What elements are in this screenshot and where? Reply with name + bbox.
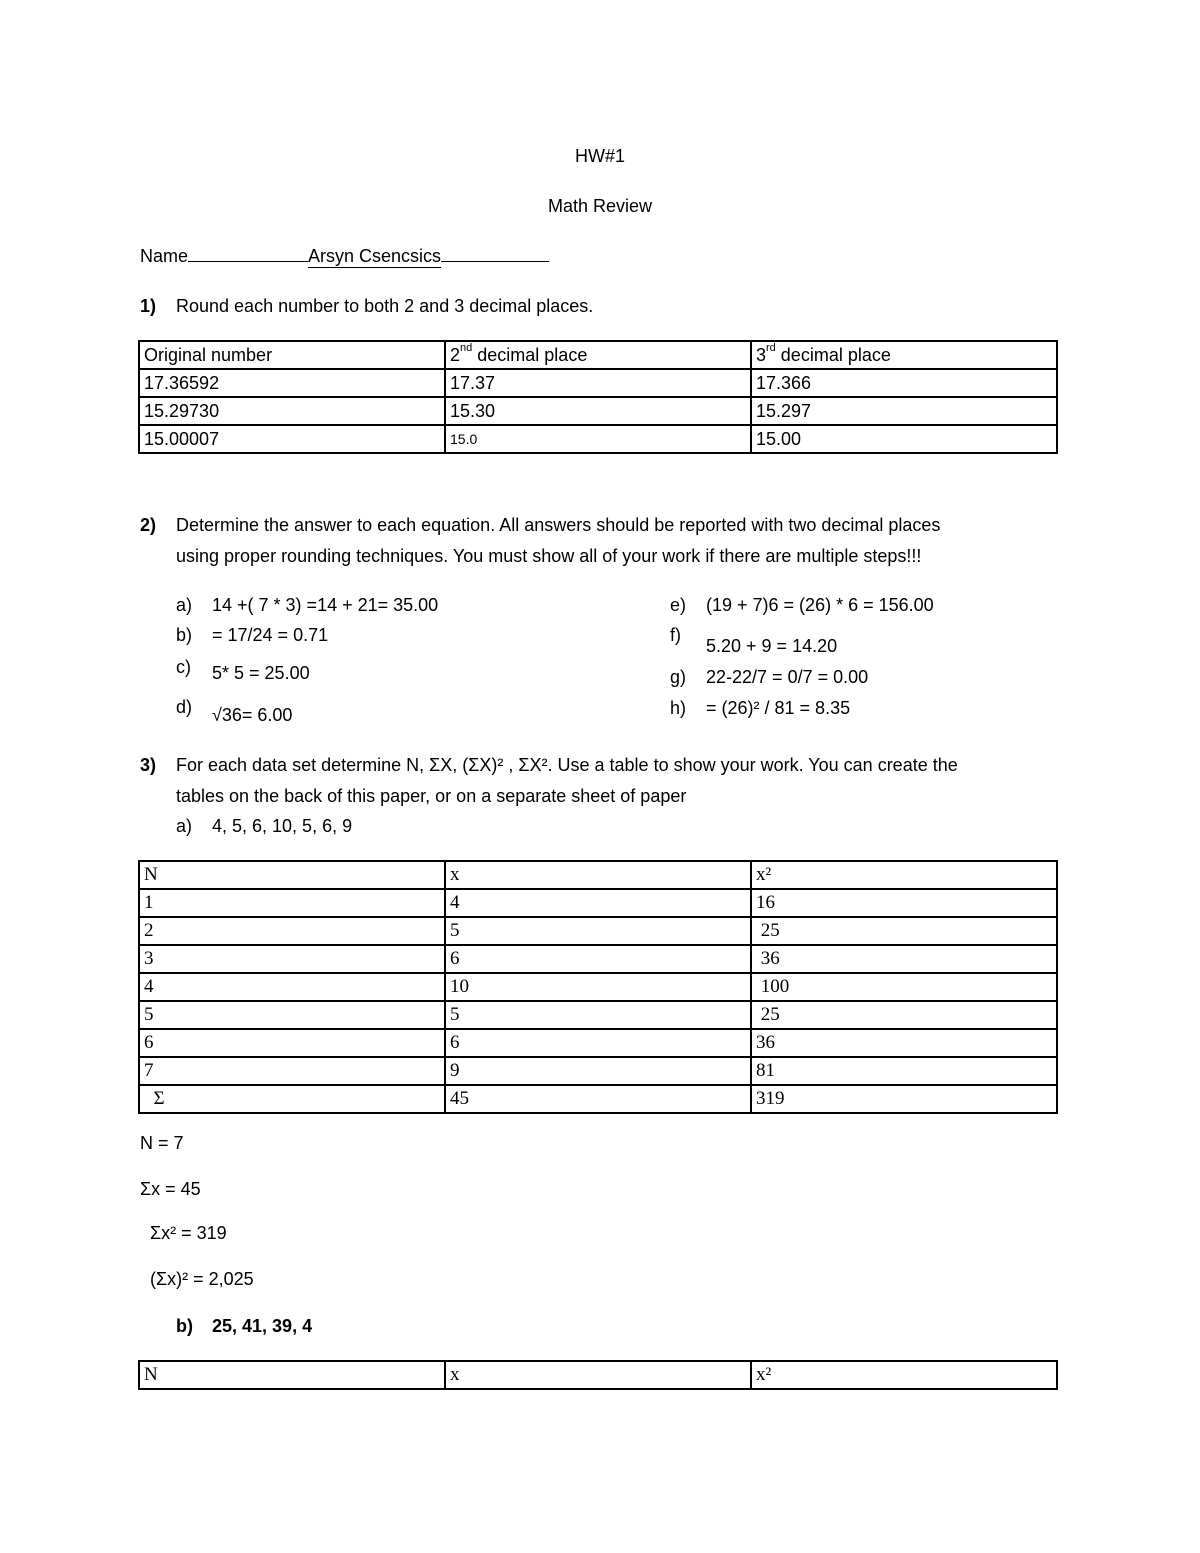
table-cell: 16 (751, 889, 1057, 917)
table-row (139, 889, 1057, 917)
header-cell: x (445, 1361, 751, 1389)
result-sum-x-quantity-squared: (Σx)² = 2,025 (150, 1269, 254, 1289)
table-cell: 1 (139, 889, 445, 917)
table-row (139, 369, 1057, 397)
q3-prompt-line1: For each data set determine N, ΣX, (ΣX)² , ΣX². Use a table to show your work. You can create the (176, 755, 958, 775)
equation-item-e: e) (670, 595, 687, 615)
equation-item-f: f) (670, 625, 681, 645)
table-header-row (139, 1361, 1057, 1389)
equation-answer-b: = 17/24 = 0.71 (212, 625, 329, 645)
rounding-table (138, 340, 1058, 454)
table-cell: 4 (139, 973, 445, 1001)
table-cell: 36 (751, 945, 1057, 973)
equation-item-b: b) (176, 625, 193, 645)
page-subtitle: Math Review (547, 196, 653, 216)
table-cell: 17.37 (445, 369, 751, 397)
table-row (139, 1085, 1057, 1113)
table-row (139, 917, 1057, 945)
q2-number: 2) (140, 515, 157, 535)
table-row (139, 945, 1057, 973)
header-cell: N (139, 861, 445, 889)
table-row (139, 1029, 1057, 1057)
equation-item-c: c) (176, 657, 191, 677)
equation-answer-c: 5* 5 = 25.00 (212, 663, 310, 683)
header-cell: N (139, 1361, 445, 1389)
page-title: HW#1 (574, 146, 625, 166)
table-cell: 15.297 (751, 397, 1057, 425)
table-cell: 81 (751, 1057, 1057, 1085)
table-cell: 10 (445, 973, 751, 1001)
equation-item-g: g) (670, 667, 687, 687)
dataset-b-values: 25, 41, 39, 4 (212, 1316, 313, 1336)
table-cell: 15.0 (445, 425, 751, 453)
q1-prompt: Round each number to both 2 and 3 decimal places. (176, 296, 594, 316)
q1-number: 1) (140, 296, 157, 316)
name-label: Name (140, 246, 189, 266)
header-cell: x (445, 861, 751, 889)
table-cell: 17.366 (751, 369, 1057, 397)
table-row (139, 425, 1057, 453)
result-sum-x-squared: Σx² = 319 (150, 1223, 227, 1243)
dataset-b-table (138, 1360, 1058, 1390)
sum-symbol-cell: Σ (139, 1085, 445, 1113)
table-row (139, 1057, 1057, 1085)
header-cell: 2nd decimal place (445, 341, 751, 369)
equation-answer-a: 14 +( 7 * 3) =14 + 21= 35.00 (212, 595, 439, 615)
dataset-a-values: 4, 5, 6, 10, 5, 6, 9 (212, 816, 353, 836)
table-cell: 15.30 (445, 397, 751, 425)
table-cell: 25 (751, 1001, 1057, 1029)
dataset-a-table (138, 860, 1058, 1114)
equation-answer-h: = (26)² / 81 = 8.35 (706, 698, 851, 718)
table-cell: 25 (751, 917, 1057, 945)
table-cell: 17.36592 (139, 369, 445, 397)
header-cell: 3rd decimal place (751, 341, 1057, 369)
equation-answer-g: 22-22/7 = 0/7 = 0.00 (706, 667, 869, 687)
table-cell: 15.29730 (139, 397, 445, 425)
result-n: N = 7 (140, 1133, 184, 1153)
equation-item-h: h) (670, 698, 687, 718)
table-row (139, 973, 1057, 1001)
q3-prompt-line2: tables on the back of this paper, or on a separate sheet of paper (176, 786, 687, 806)
table-cell: 3 (139, 945, 445, 973)
table-cell: 5 (445, 917, 751, 945)
table-cell: 15.00007 (139, 425, 445, 453)
table-cell: 319 (751, 1085, 1057, 1113)
q2-prompt-line1: Determine the answer to each equation. All answers should be reported with two decimal places (176, 515, 941, 535)
name-line (140, 245, 549, 268)
table-header-row (139, 341, 1057, 369)
header-cell: Original number (139, 341, 445, 369)
result-sum-x: Σx = 45 (140, 1179, 201, 1199)
table-row (139, 397, 1057, 425)
table-cell: 6 (445, 945, 751, 973)
table-cell: 4 (445, 889, 751, 917)
table-cell: 100 (751, 973, 1057, 1001)
table-cell: 45 (445, 1085, 751, 1113)
table-cell: 9 (445, 1057, 751, 1085)
equation-answer-e: (19 + 7)6 = (26) * 6 = 156.00 (706, 595, 934, 615)
table-cell: 15.00 (751, 425, 1057, 453)
table-cell: 36 (751, 1029, 1057, 1057)
equation-item-d: d) (176, 697, 193, 717)
table-row (139, 1001, 1057, 1029)
q2-prompt-line2: using proper rounding techniques. You must show all of your work if there are multiple steps!!! (176, 546, 922, 566)
header-cell: x² (751, 1361, 1057, 1389)
table-cell: 2 (139, 917, 445, 945)
table-cell: 5 (139, 1001, 445, 1029)
table-header-row (139, 861, 1057, 889)
equation-item-a: a) (176, 595, 193, 615)
table-cell: 5 (445, 1001, 751, 1029)
equation-answer-f: 5.20 + 9 = 14.20 (706, 636, 838, 656)
dataset-a-label: a) (176, 816, 193, 836)
table-cell: 7 (139, 1057, 445, 1085)
table-cell: 6 (445, 1029, 751, 1057)
dataset-b-label: b) (176, 1316, 193, 1336)
name-value: Arsyn Csencsics (308, 246, 442, 266)
q3-number: 3) (140, 755, 157, 775)
header-cell: x² (751, 861, 1057, 889)
table-cell: 6 (139, 1029, 445, 1057)
equation-answer-d: √36= 6.00 (212, 705, 293, 725)
